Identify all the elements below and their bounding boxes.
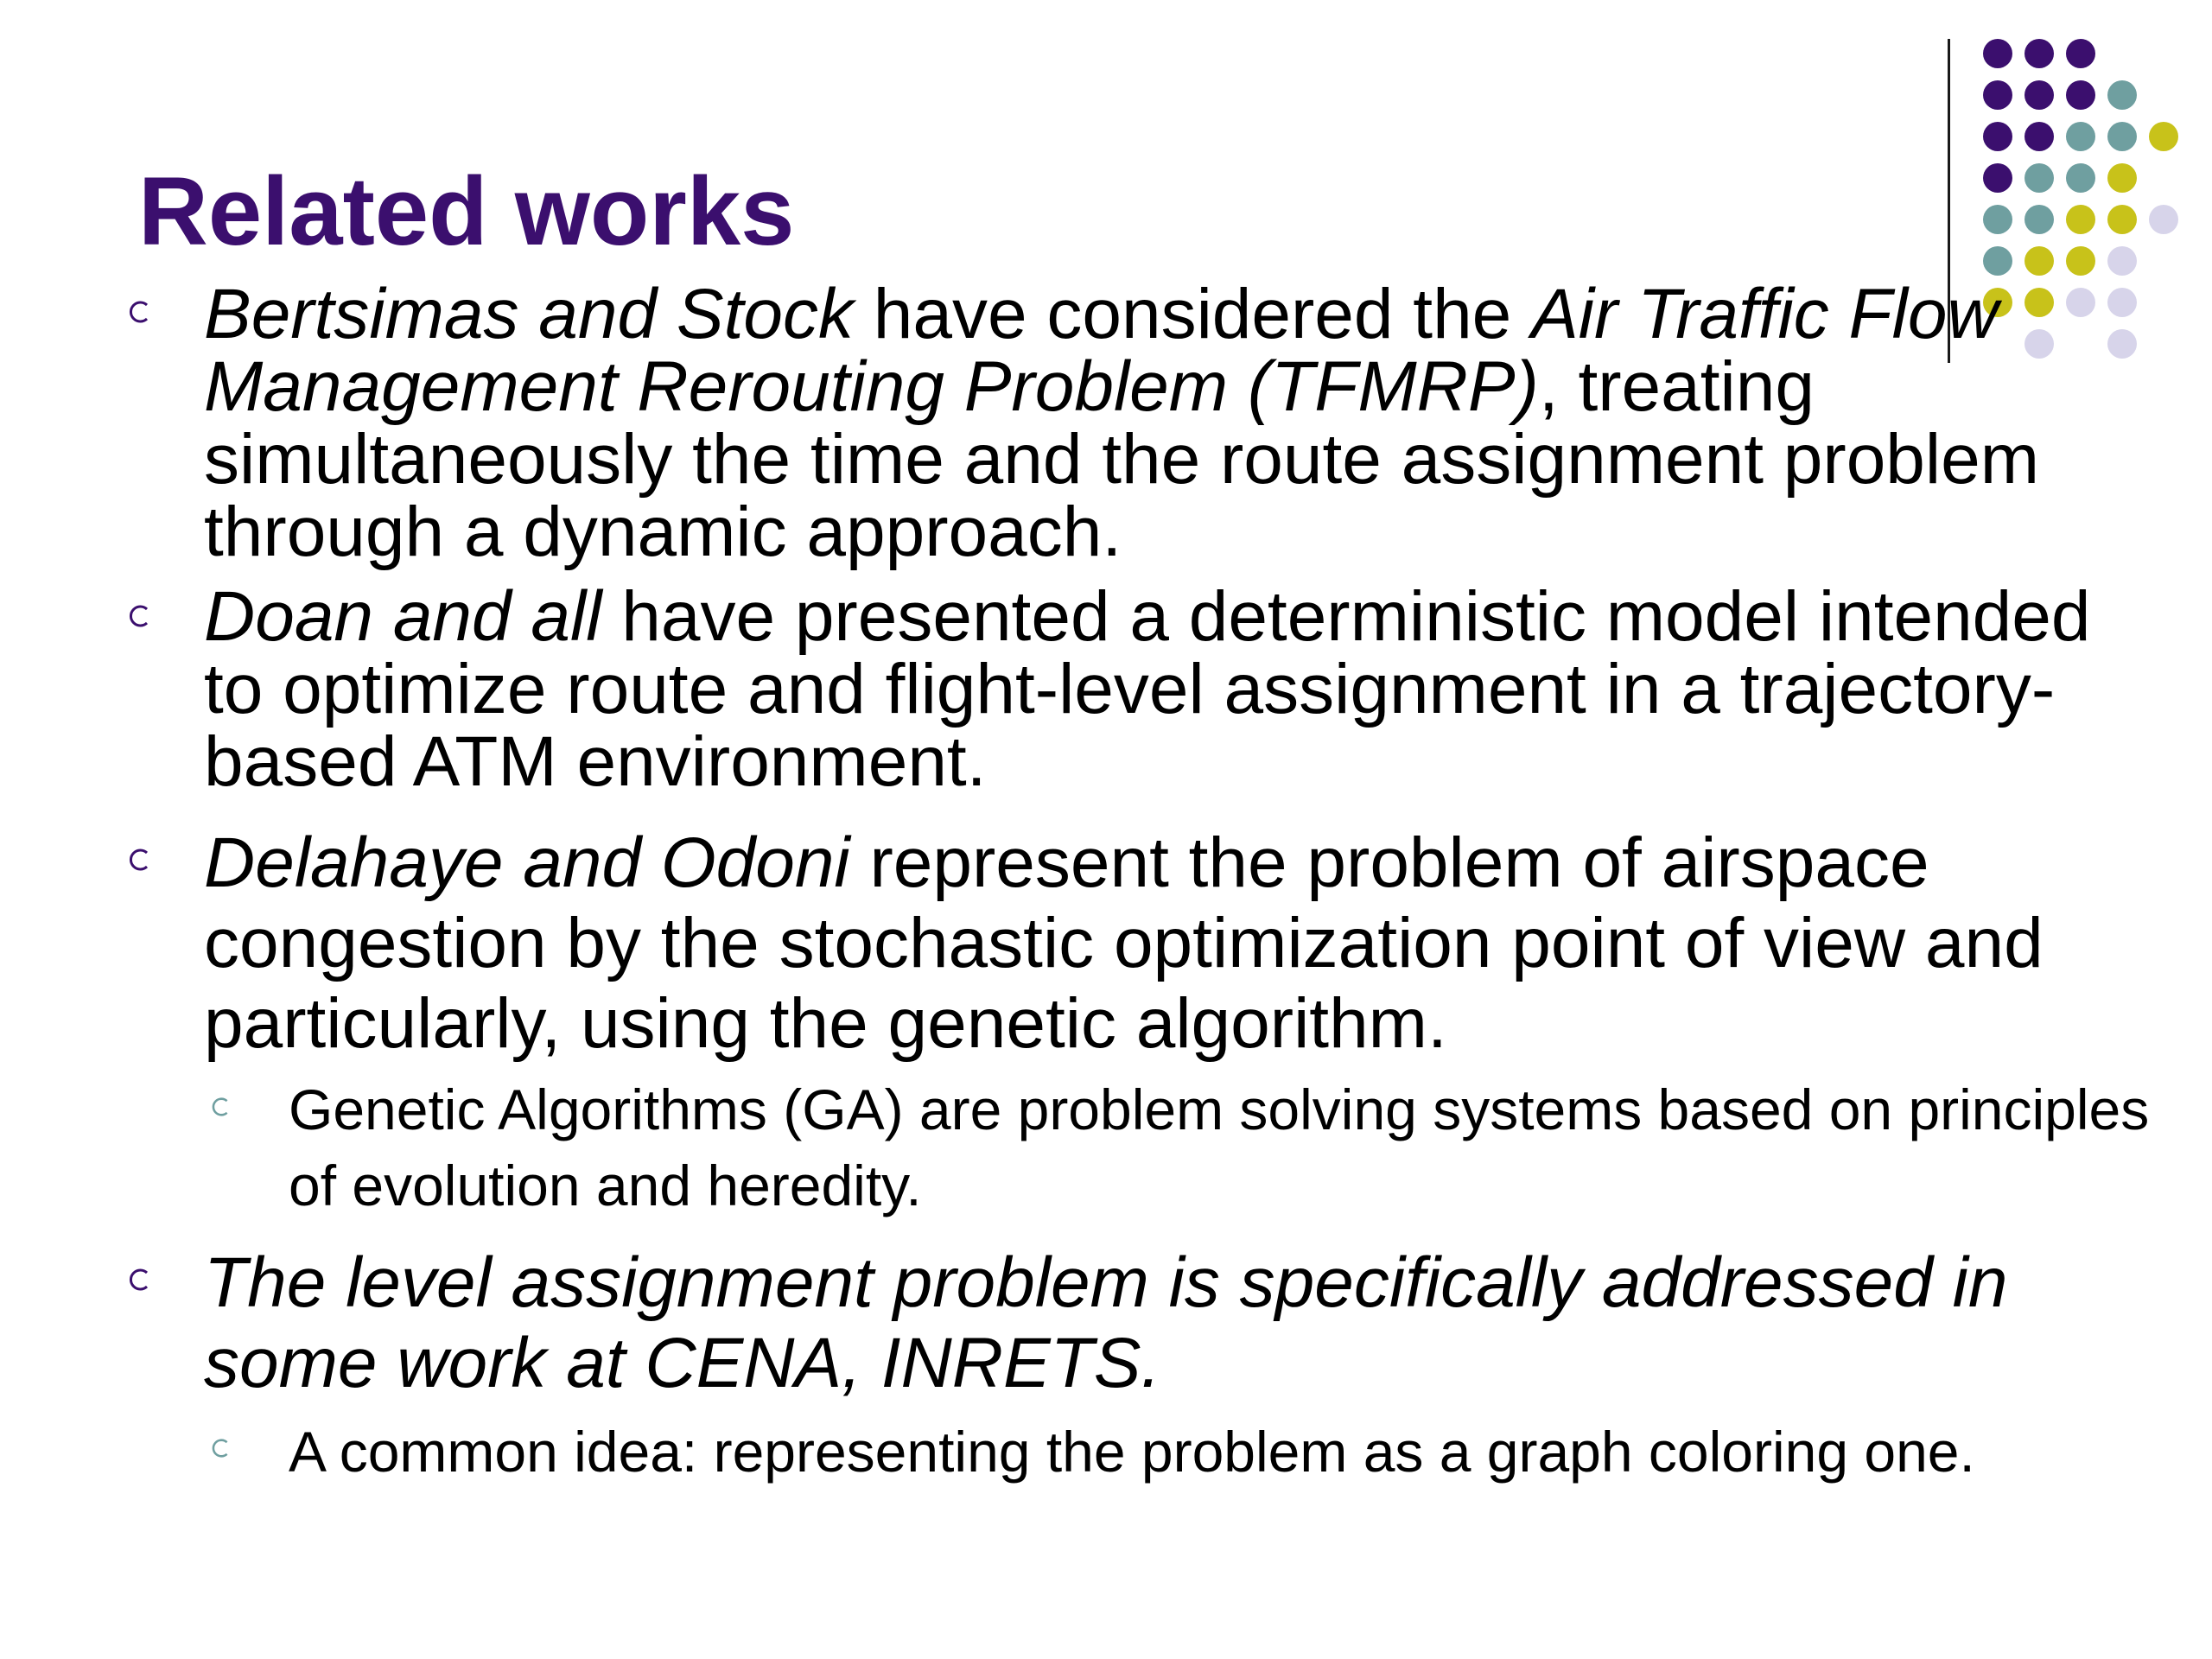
bullet-text-segment: Bertsimas and Stock (204, 275, 854, 353)
bullet-text (204, 577, 2131, 801)
bullet-ring-icon (128, 301, 150, 323)
bullet-text-segment: A common idea: representing the problem as a graph coloring one. (289, 1420, 1975, 1484)
dot (1983, 163, 2012, 193)
dot (1983, 246, 2012, 276)
dot (1983, 39, 2012, 68)
bullet-text-segment: , treating simultaneously the time and the route assignment problem through a dynamic approach. (204, 347, 2040, 571)
bullet-text (204, 275, 2131, 571)
dot (1983, 205, 2012, 234)
bullet-text-segment: Genetic Algorithms (GA) are problem solving systems based on principles of evolution and heredity. (289, 1077, 2150, 1217)
dot (2066, 163, 2095, 193)
dot (2107, 246, 2137, 276)
bullet-text-segment: have presented a deterministic model intended to optimize route and flight-level assignment in a trajectory-based ATM environment. (204, 577, 2091, 801)
bullet-ring-icon (128, 605, 150, 627)
bullet-text (204, 1243, 2131, 1403)
bullet-text (204, 823, 2131, 1064)
dot (2149, 205, 2178, 234)
dot (2066, 122, 2095, 151)
dot (2024, 163, 2054, 193)
dot (2066, 205, 2095, 234)
dot (2024, 80, 2054, 110)
dot (2024, 122, 2054, 151)
bullet-ring-icon (128, 849, 150, 871)
dot (2066, 39, 2095, 68)
sub-bullet-ring-icon (211, 1097, 230, 1116)
dot (2107, 122, 2137, 151)
dot (2066, 80, 2095, 110)
slide-title: Related works (138, 157, 795, 265)
bullet-text-segment: have considered the (853, 275, 1532, 353)
bullet-text-segment: represent the problem of airspace congestion by the stochastic optimization point of view and particularly, using the genetic algorithm. (204, 823, 2044, 1063)
sub-bullet-text (289, 1071, 2172, 1224)
bullet-ring-icon (128, 1268, 150, 1291)
bullet-text-segment: Delahaye and Odoni (204, 823, 850, 902)
dot (2107, 163, 2137, 193)
sub-bullet-text (289, 1419, 2172, 1485)
dot (2066, 246, 2095, 276)
dot (1983, 122, 2012, 151)
dot (2024, 246, 2054, 276)
dot (2107, 205, 2137, 234)
bullet-text-segment: The level assignment problem is specifically addressed in some work at CENA, INRETS. (204, 1243, 2008, 1402)
sub-bullet-ring-icon (211, 1439, 230, 1458)
dot (2107, 80, 2137, 110)
dot (2149, 122, 2178, 151)
dot (2024, 39, 2054, 68)
dot (1983, 80, 2012, 110)
dot (2024, 205, 2054, 234)
bullet-text-segment: Air Traffic Flow Management Rerouting Problem (TFMRP) (204, 275, 1999, 426)
bullet-text-segment: Doan and all (204, 577, 602, 656)
